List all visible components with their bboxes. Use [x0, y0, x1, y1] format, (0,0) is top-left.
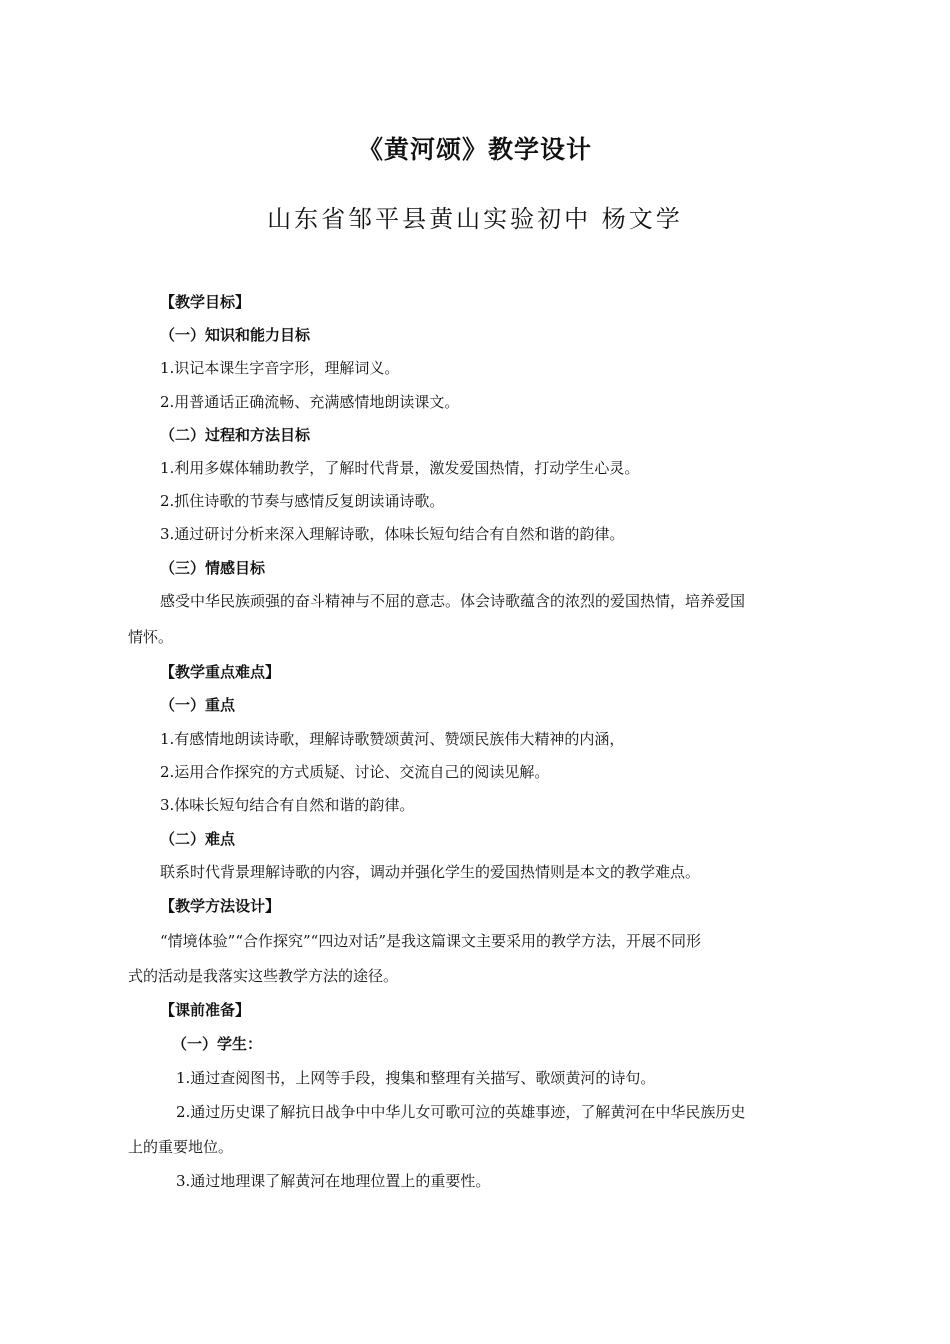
subheading-knowledge: （一）知识和能力目标 — [160, 326, 311, 344]
list-item: 3.体味长短句结合有自然和谐的韵律。 — [160, 796, 415, 814]
paragraph-line: “情境体验”“合作探究”“四边对话”是我这篇课文主要采用的教学方法，开展不同形 — [160, 932, 702, 950]
paragraph-line: 情怀。 — [128, 628, 174, 646]
subheading-difficulty: （二）难点 — [160, 830, 236, 848]
paragraph-line: 上的重要地位。 — [128, 1138, 234, 1156]
list-item: 2.抓住诗歌的节奏与感情反复朗读诵诗歌。 — [160, 492, 445, 510]
list-item: 1.通过查阅图书，上网等手段，搜集和整理有关描写、歌颂黄河的诗句。 — [176, 1069, 656, 1087]
author-line: 山东省邹平县黄山实验初中 杨文学 — [267, 205, 683, 233]
document-title: 《黄河颂》教学设计 — [357, 135, 592, 164]
paragraph-line: 联系时代背景理解诗歌的内容，调动并强化学生的爱国热情则是本文的教学难点。 — [160, 863, 701, 881]
paragraph-line: 感受中华民族顽强的奋斗精神与不屈的意志。体会诗歌蕴含的浓烈的爱国热情，培养爱国 — [160, 592, 746, 610]
list-item: 3.通过地理课了解黄河在地理位置上的重要性。 — [176, 1172, 491, 1190]
list-item: 1.有感情地朗读诗歌，理解诗歌赞颂黄河、赞颂民族伟大精神的内涵， — [160, 730, 625, 748]
list-item: 1.利用多媒体辅助教学，了解时代背景，激发爱国热情，打动学生心灵。 — [160, 459, 640, 477]
list-item: 3.通过研讨分析来深入理解诗歌，体味长短句结合有自然和谐的韵律。 — [160, 525, 625, 543]
list-item: 2.用普通话正确流畅、充满感情地朗读课文。 — [160, 393, 460, 411]
section-heading-preparation: 【课前准备】 — [160, 1001, 251, 1019]
section-heading-objectives: 【教学目标】 — [160, 293, 251, 311]
section-heading-key-points: 【教学重点难点】 — [160, 663, 281, 681]
subheading-students: （一）学生： — [172, 1035, 263, 1053]
paragraph-line: 式的活动是我落实这些教学方法的途径。 — [128, 967, 399, 985]
list-item: 2.运用合作探究的方式质疑、讨论、交流自己的阅读见解。 — [160, 763, 550, 781]
list-item: 1.识记本课生字音字形，理解词义。 — [160, 359, 400, 377]
subheading-emotion: （三）情感目标 — [160, 559, 266, 577]
subheading-focus: （一）重点 — [160, 696, 236, 714]
list-item: 2.通过历史课了解抗日战争中中华儿女可歌可泣的英雄事迹，了解黄河在中华民族历史 — [176, 1103, 746, 1121]
section-heading-methods: 【教学方法设计】 — [160, 897, 281, 915]
subheading-process: （二）过程和方法目标 — [160, 426, 311, 444]
